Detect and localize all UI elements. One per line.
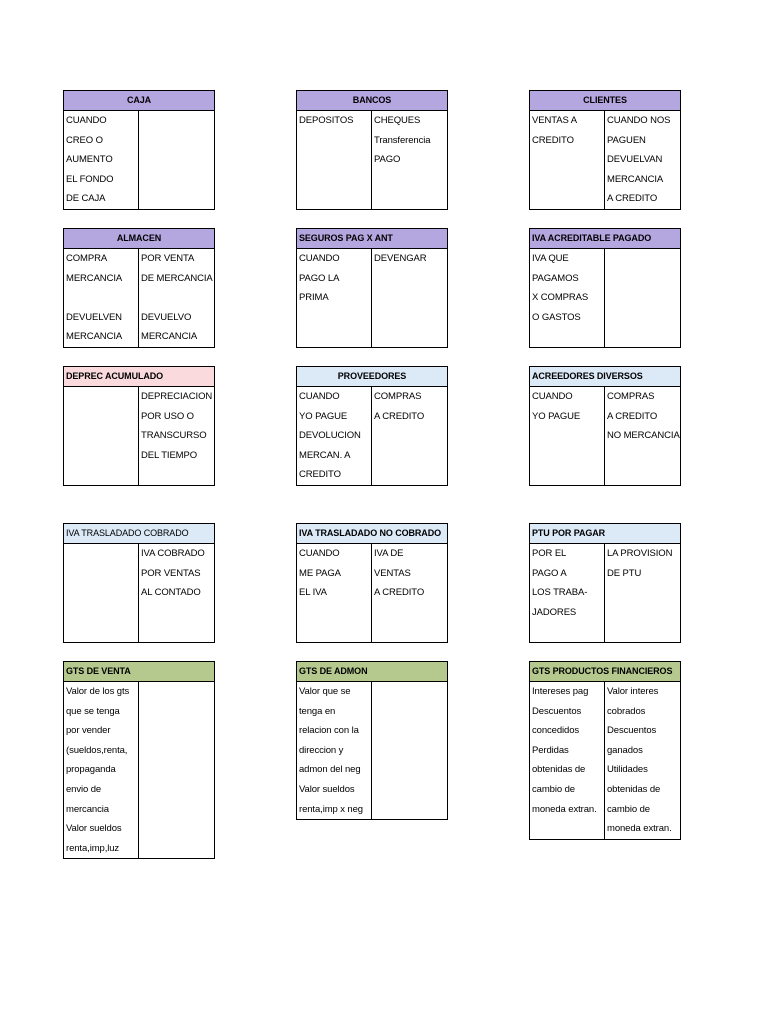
credit-column (372, 682, 447, 819)
debit-entry: PAGAMOS (532, 272, 579, 284)
credit-entry (139, 682, 214, 702)
credit-entry: cambio de (607, 803, 650, 815)
credit-entry (372, 426, 447, 446)
credit-column (605, 682, 680, 839)
credit-entry: CHEQUES (374, 115, 421, 126)
credit-entry (372, 741, 447, 761)
credit-entry: A CREDITO (374, 410, 425, 422)
account-title: IVA ACREDITABLE PAGADO (530, 229, 680, 249)
debit-entry: Valor de los gts (66, 686, 130, 697)
debit-entry: YO PAGUE (532, 410, 581, 422)
debit-entry: Valor sueldos (66, 823, 122, 835)
credit-entry: cobrados (607, 705, 646, 717)
account-title: IVA TRASLADADO NO COBRADO (297, 524, 447, 544)
debit-column (297, 387, 372, 485)
debit-entry (64, 407, 138, 427)
debit-entry: DEVOLUCION (299, 430, 361, 442)
credit-entry (605, 465, 680, 485)
debit-entry: propaganda (66, 764, 116, 776)
debit-entry: COMPRA (66, 253, 108, 264)
debit-column (530, 111, 605, 209)
debit-entry: moneda extran. (532, 803, 597, 815)
debit-entry (297, 308, 371, 328)
debit-entry: VENTAS A (532, 115, 577, 126)
debit-entry: CUANDO (66, 115, 107, 126)
debit-entry: obtenidas de (532, 764, 586, 776)
credit-entry (372, 800, 447, 820)
credit-entry: A CREDITO (374, 587, 425, 599)
credit-column (372, 111, 447, 209)
credit-entry: PAGO (374, 154, 401, 166)
t-account (296, 228, 448, 348)
credit-entry (139, 721, 214, 741)
credit-entry (139, 288, 214, 308)
debit-entry: MERCANCIA (66, 331, 123, 343)
credit-column (372, 544, 447, 642)
credit-entry: COMPRAS (374, 391, 422, 402)
credit-entry (139, 465, 214, 485)
credit-entry (372, 682, 447, 702)
credit-entry: PAGUEN (607, 134, 646, 146)
credit-column (139, 111, 214, 209)
debit-entry: que se tenga (66, 705, 120, 717)
debit-entry (530, 819, 604, 839)
credit-entry: COMPRAS (607, 391, 655, 402)
credit-entry: Valor interes (607, 686, 659, 697)
debit-entry: CREDITO (532, 134, 574, 146)
debit-entry: (sueldos,renta, (66, 744, 128, 756)
credit-entry: TRANSCURSO (141, 430, 207, 442)
credit-entry: Descuentos (607, 725, 657, 737)
t-account (529, 661, 681, 840)
credit-entry (139, 111, 214, 131)
debit-entry: IVA QUE (532, 253, 569, 264)
t-account (529, 90, 681, 210)
credit-entry (139, 189, 214, 209)
credit-entry: A CREDITO (607, 193, 658, 205)
debit-entry: Valor que se (299, 686, 351, 697)
credit-entry (605, 308, 680, 328)
debit-entry: CREDITO (299, 469, 341, 481)
credit-entry: DEL TIEMPO (141, 449, 198, 461)
account-title: CAJA (64, 91, 214, 111)
debit-entry (64, 446, 138, 466)
credit-entry: DEVUELVAN (607, 154, 663, 166)
credit-entry: obtenidas de (607, 783, 661, 795)
debit-entry (530, 189, 604, 209)
debit-entry: JADORES (532, 606, 577, 618)
account-title: ALMACEN (64, 229, 214, 249)
credit-entry (372, 780, 447, 800)
t-account (529, 228, 681, 348)
account-title: CLIENTES (530, 91, 680, 111)
account-title: BANCOS (297, 91, 447, 111)
account-title: DEPREC ACUMULADO (64, 367, 214, 387)
debit-entry: X COMPRAS (532, 292, 589, 304)
debit-entry: CUANDO (299, 391, 340, 402)
debit-entry: Perdidas (532, 744, 569, 756)
credit-column (605, 111, 680, 209)
account-title: IVA TRASLADADO COBRADO (64, 524, 214, 544)
debit-column (530, 249, 605, 347)
debit-entry: ME PAGA (299, 567, 341, 579)
debit-column (64, 682, 139, 858)
credit-entry (139, 760, 214, 780)
credit-entry: IVA DE (374, 548, 404, 559)
credit-entry (372, 308, 447, 328)
credit-entry: ganados (607, 744, 643, 756)
credit-column (372, 249, 447, 347)
debit-entry: Intereses pag (532, 686, 589, 697)
debit-column (297, 544, 372, 642)
debit-entry: DEPOSITOS (299, 115, 354, 126)
debit-entry (64, 583, 138, 603)
credit-column (139, 249, 214, 347)
debit-column (530, 544, 605, 642)
debit-entry (64, 622, 138, 642)
credit-column (139, 387, 214, 485)
debit-entry (64, 465, 138, 485)
debit-entry (530, 465, 604, 485)
t-account (63, 228, 215, 348)
credit-column (139, 544, 214, 642)
credit-entry: NO MERCANCIA (607, 430, 680, 442)
credit-entry (139, 170, 214, 190)
debit-entry: tenga en (299, 705, 336, 717)
debit-entry: admon del neg (299, 764, 361, 776)
credit-entry (139, 702, 214, 722)
debit-entry (297, 327, 371, 347)
debit-entry: PAGO A (532, 567, 567, 579)
credit-column (139, 682, 214, 858)
credit-entry (139, 800, 214, 820)
credit-entry (372, 327, 447, 347)
debit-entry: por vender (66, 725, 111, 737)
credit-entry (605, 327, 680, 347)
credit-entry: POR VENTA (141, 253, 195, 264)
debit-column (297, 111, 372, 209)
debit-entry: renta,imp,luz (66, 842, 120, 854)
credit-entry (139, 603, 214, 623)
debit-entry: direccion y (299, 744, 344, 756)
credit-entry (139, 780, 214, 800)
debit-entry: PAGO LA (299, 272, 340, 284)
credit-entry (139, 131, 214, 151)
credit-entry: DEPRECIACION (141, 391, 213, 402)
t-account (63, 366, 215, 486)
debit-entry (297, 150, 371, 170)
debit-entry (297, 170, 371, 190)
credit-entry (372, 603, 447, 623)
t-account (529, 523, 681, 643)
debit-entry (64, 544, 138, 564)
credit-entry: IVA COBRADO (141, 548, 205, 559)
debit-entry: O GASTOS (532, 311, 581, 323)
debit-entry: renta,imp x neg (299, 803, 363, 815)
debit-entry (64, 387, 138, 407)
credit-entry: moneda extran. (607, 823, 672, 835)
debit-entry (530, 170, 604, 190)
debit-entry: MERCANCIA (66, 272, 123, 284)
t-account (296, 90, 448, 210)
debit-column (64, 387, 139, 485)
debit-entry (297, 603, 371, 623)
debit-entry: CUANDO (299, 253, 340, 264)
credit-entry (605, 622, 680, 642)
credit-entry (605, 269, 680, 289)
debit-entry: envio de (66, 783, 102, 795)
t-account (63, 90, 215, 210)
debit-entry: CUANDO (299, 548, 340, 559)
credit-entry: DE MERCANCIA (141, 272, 213, 284)
debit-entry: PRIMA (299, 292, 329, 304)
credit-entry: DE PTU (607, 567, 642, 579)
credit-entry: POR VENTAS (141, 567, 201, 579)
credit-entry (372, 760, 447, 780)
credit-entry: Transferencia (374, 134, 431, 146)
credit-entry (139, 150, 214, 170)
debit-entry (530, 622, 604, 642)
credit-column (372, 387, 447, 485)
debit-entry (530, 327, 604, 347)
debit-entry: mercancia (66, 803, 109, 815)
debit-entry: EL FONDO (66, 173, 114, 185)
debit-entry: DEVUELVEN (66, 311, 122, 323)
debit-column (64, 544, 139, 642)
credit-entry (372, 721, 447, 741)
debit-entry: YO PAGUE (299, 410, 348, 422)
credit-entry: CUANDO NOS (607, 115, 671, 126)
debit-column (297, 682, 372, 819)
debit-entry: relacion con la (299, 725, 359, 737)
debit-entry: cambio de (532, 783, 575, 795)
debit-column (64, 249, 139, 347)
credit-entry: MERCANCIA (607, 173, 664, 185)
debit-entry: concedidos (532, 725, 580, 737)
account-title: ACREEDORES DIVERSOS (530, 367, 680, 387)
credit-entry (139, 622, 214, 642)
credit-entry (372, 465, 447, 485)
account-title: GTS DE ADMON (297, 662, 447, 682)
account-title: GTS PRODUCTOS FINANCIEROS (530, 662, 680, 682)
credit-entry: DEVENGAR (374, 253, 427, 264)
credit-entry (372, 622, 447, 642)
credit-entry: VENTAS (374, 567, 411, 579)
credit-entry: LA PROVISION (607, 548, 673, 559)
debit-entry: Descuentos (532, 705, 582, 717)
credit-entry (372, 170, 447, 190)
debit-entry (530, 426, 604, 446)
credit-entry (139, 741, 214, 761)
account-title: SEGUROS PAG X ANT (297, 229, 447, 249)
debit-entry (64, 288, 138, 308)
debit-column (530, 682, 605, 839)
credit-entry (372, 702, 447, 722)
credit-entry (372, 288, 447, 308)
credit-entry (605, 583, 680, 603)
debit-entry (64, 564, 138, 584)
credit-entry (605, 249, 680, 269)
t-account (296, 523, 448, 643)
credit-entry (139, 839, 214, 859)
t-account (296, 366, 448, 486)
credit-entry: DEVUELVO (141, 311, 192, 323)
credit-entry (605, 288, 680, 308)
debit-entry: MERCAN. A (299, 449, 351, 461)
debit-entry: Valor sueldos (299, 783, 355, 795)
credit-entry: Utilidades (607, 764, 648, 776)
debit-entry: AUMENTO (66, 154, 113, 166)
credit-entry (372, 269, 447, 289)
debit-column (64, 111, 139, 209)
account-title: PTU POR PAGAR (530, 524, 680, 544)
debit-entry: LOS TRABA- (532, 587, 588, 599)
credit-entry: AL CONTADO (141, 587, 201, 599)
debit-entry: POR EL (532, 548, 567, 559)
debit-entry (297, 189, 371, 209)
debit-entry (297, 622, 371, 642)
account-title: PROVEEDORES (297, 367, 447, 387)
t-account (529, 366, 681, 486)
debit-entry: CUANDO (532, 391, 573, 402)
debit-entry (64, 426, 138, 446)
credit-column (605, 387, 680, 485)
debit-entry: DE CAJA (66, 193, 106, 205)
credit-entry (605, 446, 680, 466)
account-title: GTS DE VENTA (64, 662, 214, 682)
credit-entry (372, 446, 447, 466)
credit-entry: MERCANCIA (141, 331, 198, 343)
credit-entry (372, 189, 447, 209)
debit-entry: EL IVA (299, 587, 327, 599)
debit-entry (530, 150, 604, 170)
debit-column (297, 249, 372, 347)
credit-column (605, 249, 680, 347)
credit-entry: A CREDITO (607, 410, 658, 422)
t-account (63, 523, 215, 643)
debit-entry (64, 603, 138, 623)
debit-column (530, 387, 605, 485)
credit-entry: POR USO O (141, 410, 194, 422)
t-account (296, 661, 448, 820)
debit-entry (297, 131, 371, 151)
credit-entry (605, 603, 680, 623)
debit-entry (530, 446, 604, 466)
debit-entry: CREO O (66, 134, 103, 146)
t-account (63, 661, 215, 859)
credit-column (605, 544, 680, 642)
credit-entry (139, 819, 214, 839)
